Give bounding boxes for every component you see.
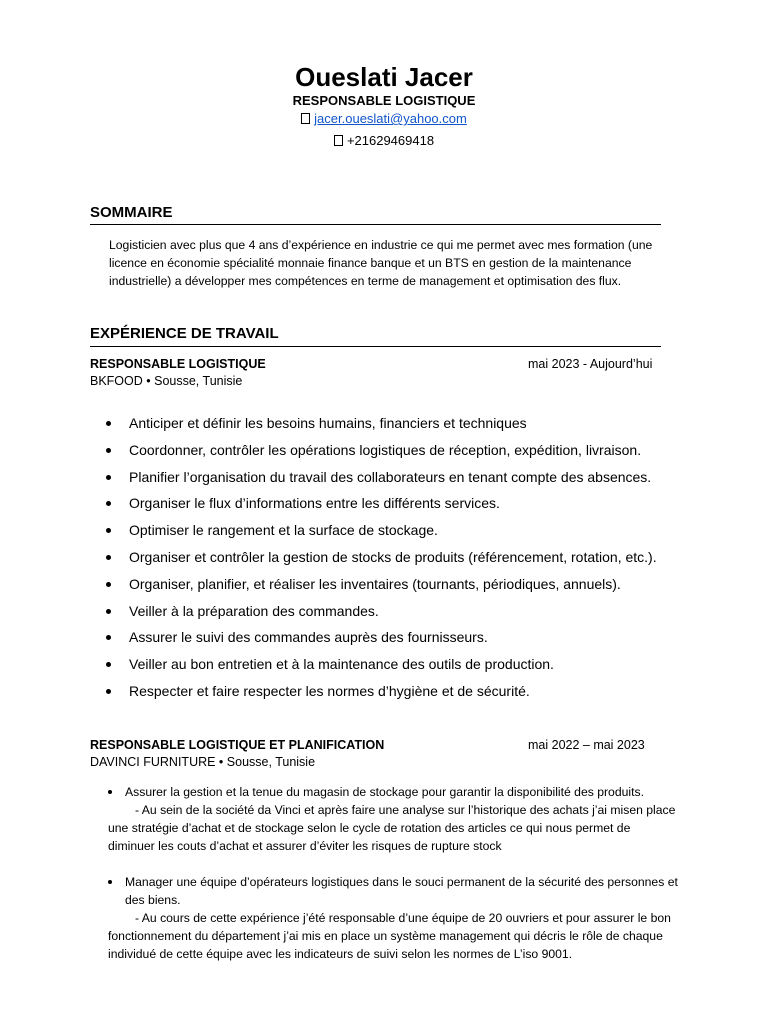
task-item <box>104 601 657 628</box>
summary-heading: SOMMAIRE <box>90 204 173 221</box>
task-item <box>104 547 657 574</box>
task-text: Veiller à la préparation des commandes. <box>129 602 379 619</box>
bullet-icon <box>106 662 111 667</box>
email-link[interactable]: jacer.oueslati@yahoo.com <box>314 111 467 126</box>
bullet-icon <box>106 582 111 587</box>
bullet-icon <box>106 475 111 480</box>
task-text: Assurer la gestion et la tenue du magasin de stockage pour garantir la disponibilité des produits. <box>125 785 644 799</box>
job-dates: mai 2023 - Aujourd’hui <box>528 357 653 371</box>
task-detail-text: - Au cours de cette expérience j’été responsable d’une équipe de 20 ouvriers et pour assurer le bon fonctionnement du département j’ai mis en place un système management qui décris le rôle de chaque individué de cette équipe avec les indicateurs de suivi selon les normes de L’iso 9001. <box>108 911 671 961</box>
task-item <box>104 654 657 681</box>
job-dates: mai 2022 – mai 2023 <box>528 738 645 752</box>
task-detail <box>108 801 678 855</box>
task-text: Respecter et faire respecter les normes d’hygiène et de sécurité. <box>129 682 530 699</box>
phone-icon <box>334 135 343 146</box>
email-line <box>0 111 768 126</box>
experience-heading: EXPÉRIENCE DE TRAVAIL <box>90 325 279 342</box>
task-text: Coordonner, contrôler les opérations logistiques de réception, expédition, livraison. <box>129 441 642 458</box>
job-company: BKFOOD • Sousse, Tunisie <box>90 374 243 388</box>
task-text: Organiser et contrôler la gestion de stocks de produits (référencement, rotation, etc.). <box>129 548 657 565</box>
task-item <box>104 681 657 708</box>
task-text: Organiser le flux d’informations entre les différents services. <box>129 495 500 512</box>
task-item <box>104 440 657 467</box>
task-item <box>104 467 657 494</box>
bullet-icon <box>108 790 112 794</box>
bullet-icon <box>106 528 111 533</box>
job-title: RESPONSABLE LOGISTIQUE <box>90 357 266 371</box>
summary-text: Logisticien avec plus que 4 ans d’expérience en industrie ce qui me permet avec mes formation (une licence en économie spécialité monnaie finance banque et un BTS en gestion de la maintenance industrielle) a développer mes compétences en terme de management et optimisation des flux. <box>109 238 653 288</box>
task-text: Veiller au bon entretien et à la maintenance des outils de production. <box>129 656 554 673</box>
section-divider <box>90 224 661 225</box>
bullet-icon <box>106 448 111 453</box>
bullet-icon <box>106 555 111 560</box>
job-title: RESPONSABLE LOGISTIQUE ET PLANIFICATION <box>90 738 385 752</box>
job-task-list <box>108 783 678 981</box>
task-detail <box>108 909 678 963</box>
phone-line <box>0 133 768 148</box>
task-text: Anticiper et définir les besoins humains, financiers et techniques <box>129 415 527 431</box>
bullet-icon <box>106 635 111 640</box>
task-item <box>108 783 678 855</box>
task-text: Optimiser le rangement et la surface de stockage. <box>129 522 438 539</box>
bullet-icon <box>106 689 111 694</box>
task-text: Planifier l’organisation du travail des collaborateurs en tenant compte des absences. <box>129 468 652 485</box>
task-text: Assurer le suivi des commandes auprès des fournisseurs. <box>129 629 488 646</box>
job-company: DAVINCI FURNITURE • Sousse, Tunisie <box>90 755 316 769</box>
task-text: Organiser, planifier, et réaliser les inventaires (tournants, périodiques, annuels). <box>129 575 621 592</box>
task-item <box>104 574 657 601</box>
bullet-icon <box>106 609 111 614</box>
bullet-icon <box>108 880 112 884</box>
task-item <box>104 413 657 440</box>
bullet-icon <box>106 421 111 426</box>
envelope-icon <box>301 113 310 124</box>
job-task-list <box>104 413 657 708</box>
task-detail-text: - Au sein de la société da Vinci et après faire une analyse sur l’historique des achats j’ai misen place une stratégie d’achat et de stockage selon le cycle de rotation des articles ce qui nous permet de diminuer les couts d’achat et assurer d’éviter les risques de rupture stock <box>108 803 676 853</box>
bullet-icon <box>106 501 111 506</box>
candidate-name: Oueslati Jacer <box>295 62 473 92</box>
candidate-role: RESPONSABLE LOGISTIQUE <box>292 93 476 108</box>
task-text: Manager une équipe d’opérateurs logistiques dans le souci permanent de la sécurité des personnes et des biens. <box>125 875 678 907</box>
task-item <box>108 873 678 963</box>
task-item <box>104 520 657 547</box>
task-item <box>104 627 657 654</box>
task-item <box>104 493 657 520</box>
phone-number: +21629469418 <box>346 133 435 148</box>
section-divider <box>90 346 661 347</box>
